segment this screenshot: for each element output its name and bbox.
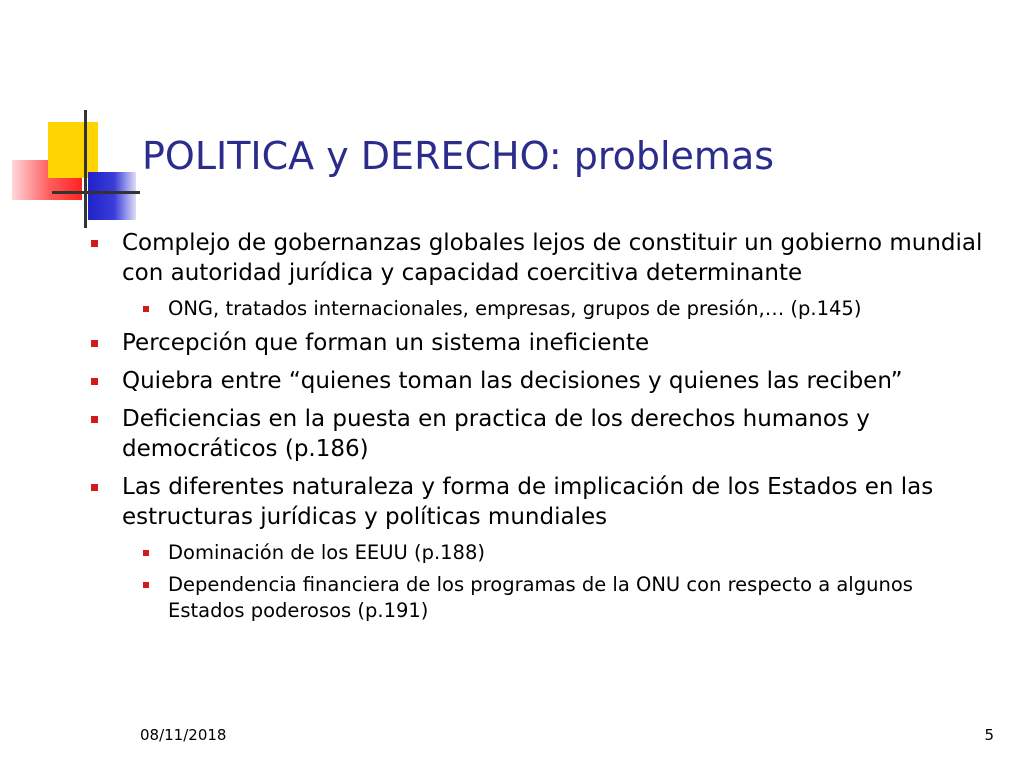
bullet-text: Percepción que forman un sistema ineficiente xyxy=(122,330,650,356)
bullet-item xyxy=(88,366,988,396)
decorative-logo xyxy=(0,0,150,240)
bullet-text: Las diferentes naturaleza y forma de implicación de los Estados en las estructuras jurídicas y políticas mundiales xyxy=(122,474,934,530)
logo-horizontal-line xyxy=(52,191,140,194)
logo-blue-square xyxy=(88,172,136,220)
footer-date: 08/11/2018 xyxy=(140,726,227,744)
bullet-marker xyxy=(91,484,98,491)
sub-bullet-marker xyxy=(143,582,149,588)
sub-bullet-marker xyxy=(143,550,149,556)
bullet-item xyxy=(88,328,988,358)
sub-bullet-item xyxy=(88,572,988,624)
bullet-marker xyxy=(91,378,98,385)
page-number: 5 xyxy=(984,726,994,744)
bullet-item xyxy=(88,228,988,288)
bullet-item xyxy=(88,404,988,464)
bullet-marker xyxy=(91,416,98,423)
bullet-text: Deficiencias en la puesta en practica de los derechos humanos y democráticos (p.186) xyxy=(122,406,870,462)
bullet-marker xyxy=(91,240,98,247)
sub-bullet-item xyxy=(88,296,988,322)
sub-bullet-text: ONG, tratados internacionales, empresas, grupos de presión,… (p.145) xyxy=(168,297,862,320)
sub-bullet-text: Dominación de los EEUU (p.188) xyxy=(168,541,485,564)
bullet-list xyxy=(88,228,988,630)
logo-vertical-line xyxy=(84,110,87,228)
bullet-text: Complejo de gobernanzas globales lejos de constituir un gobierno mundial con autoridad jurídica y capacidad coercitiva determinante xyxy=(122,230,983,286)
bullet-item xyxy=(88,472,988,532)
bullet-text: Quiebra entre “quienes toman las decisiones y quienes las reciben” xyxy=(122,368,903,394)
sub-bullet-text: Dependencia financiera de los programas de la ONU con respecto a algunos Estados poderosos (p.191) xyxy=(168,573,913,622)
logo-yellow-square xyxy=(48,122,98,178)
slide-title: POLITICA y DERECHO: problemas xyxy=(142,134,775,178)
sub-bullet-marker xyxy=(143,306,149,312)
sub-bullet-item xyxy=(88,540,988,566)
bullet-marker xyxy=(91,340,98,347)
